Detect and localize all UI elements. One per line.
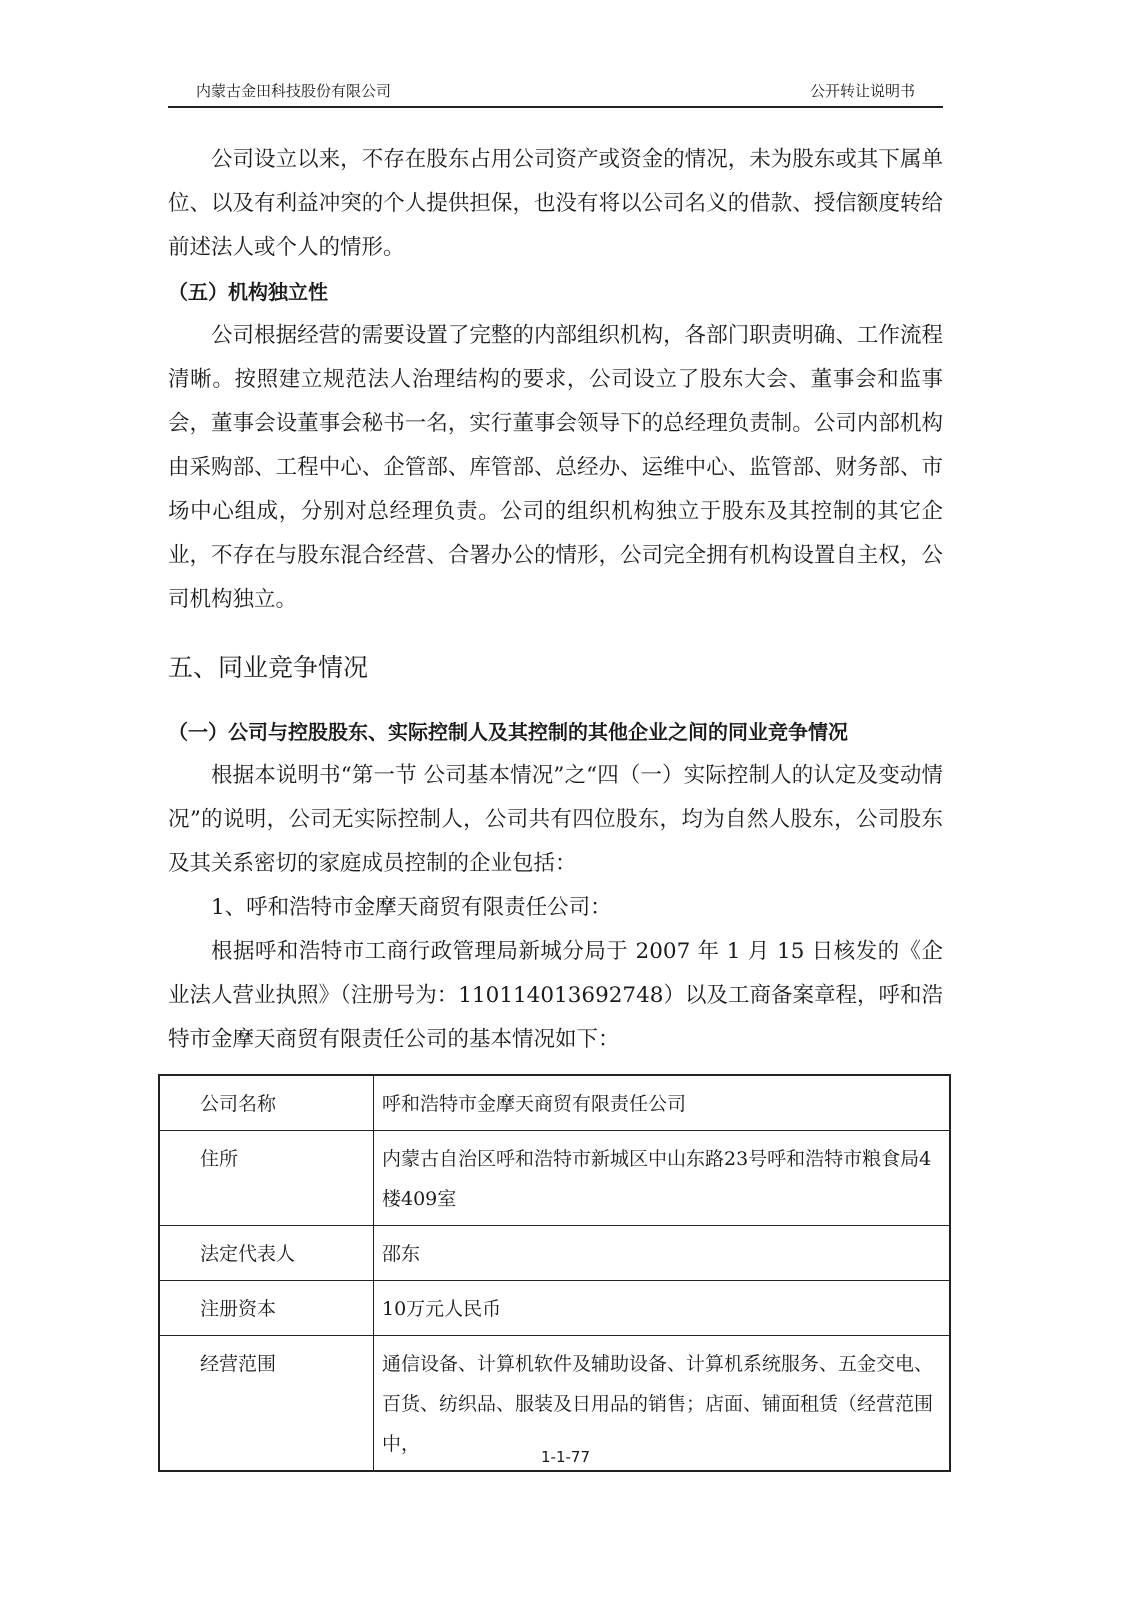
page-number: 1-1-77 [541,1448,590,1466]
table-value: 邵东 [374,1226,951,1281]
page-content [168,138,943,1062]
page-header [168,76,943,108]
table-key: 注册资本 [159,1281,374,1336]
table-row [159,1131,950,1226]
table-key: 住所 [159,1131,374,1226]
table-key: 经营范围 [159,1336,374,1472]
header-company-name: 内蒙古金田科技股份有限公司 [196,82,392,100]
table-key: 法定代表人 [159,1226,374,1281]
section-title-competition: 五、同业竞争情况 [168,653,369,682]
table-value: 内蒙古自治区呼和浩特市新城区中山东路23号呼和浩特市粮食局4楼409室 [374,1131,951,1226]
paragraph-organization: 公司根据经营的需要设置了完整的内部组织机构，各部门职责明确、工作流程清晰。按照建立规范法人治理结构的要求，公司设立了股东大会、董事会和监事会，董事会设董事会秘书一名，实行董事会领导下的总经理负责制。公司内部机构由采购部、工程中心、企管部、库管部、总经办、运维中心、监管部、财务部、市场中心组成，分别对总经理负责。公司的组织机构独立于股东及其控制的其它企业，不存在与股东混合经营、合署办公的情形，公司完全拥有机构设置自主权，公司机构独立。 [168,323,943,612]
table-row [159,1075,950,1131]
table-row [159,1281,950,1336]
table-key: 公司名称 [159,1075,374,1131]
table-row [159,1226,950,1281]
paragraph-asset-independence: 公司设立以来，不存在股东占用公司资产或资金的情况，未为股东或其下属单位、以及有利益冲突的个人提供担保，也没有将以公司名义的借款、授信额度转给前述法人或个人的情形。 [168,147,943,260]
heading-organization-independence: （五）机构独立性 [168,280,328,304]
table-value: 通信设备、计算机软件及辅助设备、计算机系统服务、五金交电、百货、纺织品、服装及日用品的销售；店面、铺面租赁（经营范围中， [374,1336,951,1472]
paragraph-shareholders: 根据本说明书“第一节 公司基本情况”之“四（一）实际控制人的认定及变动情况”的说明，公司无实际控制人，公司共有四位股东，均为自然人股东，公司股东及其关系密切的家庭成员控制的企业包括： [168,763,943,876]
table-value: 10万元人民币 [374,1281,951,1336]
company-info-table [158,1074,951,1472]
header-document-title: 公开转让说明书 [809,82,915,100]
subsection-title-competition: （一）公司与控股股东、实际控制人及其控制的其他企业之间的同业竞争情况 [168,720,848,744]
paragraph-company-item: 1、呼和浩特市金摩天商贸有限责任公司： [211,895,612,920]
paragraph-license-info: 根据呼和浩特市工商行政管理局新城分局于 2007 年 1 月 15 日核发的《企业法人营业执照》（注册号为：110114013692748）以及工商备案章程，呼和浩特市金摩天商贸有限责任公司的基本情况如下： [168,939,943,1052]
table-value: 呼和浩特市金摩天商贸有限责任公司 [374,1075,951,1131]
